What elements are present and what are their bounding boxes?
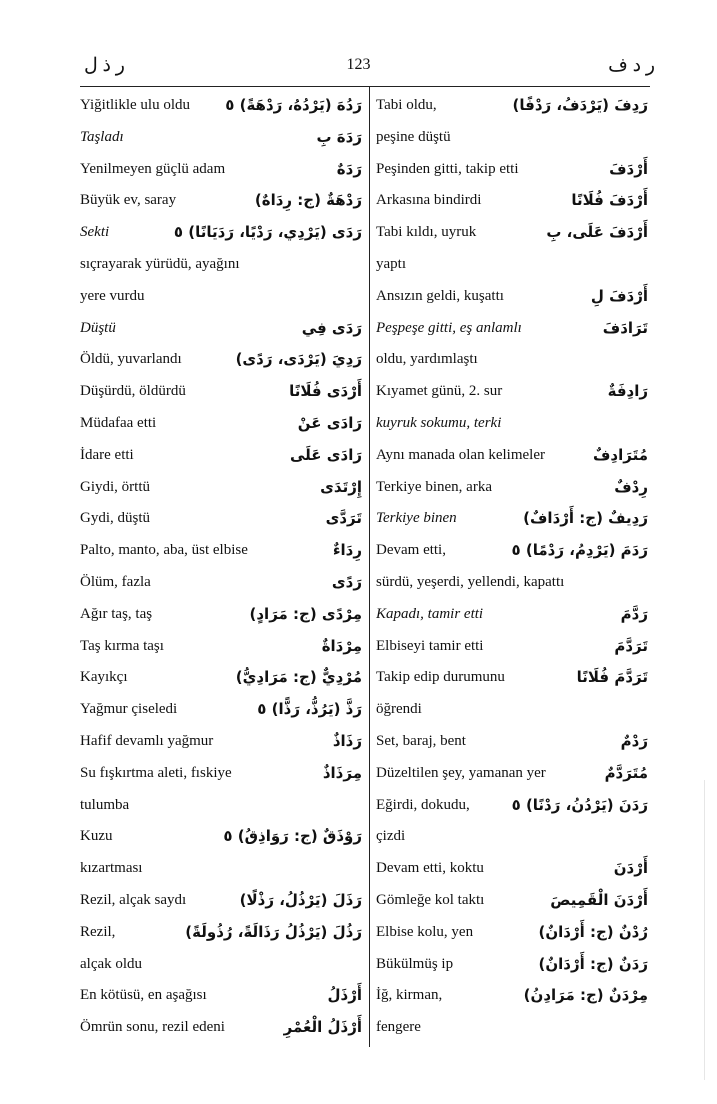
turkish-meaning: Terkiye binen, arka [376,478,492,495]
turkish-meaning: Ansızın geldi, kuşattı [376,287,504,304]
arabic-headword: مُتَرَدَّمٌ [604,763,648,782]
turkish-meaning: Aynı manada olan kelimeler [376,446,545,463]
turkish-meaning: çizdi [376,828,406,845]
page-edge-shadow [704,780,705,1080]
dictionary-entry [376,980,648,1012]
dictionary-entry [80,503,362,535]
dictionary-entry [80,853,362,885]
turkish-meaning: Kıyamet günü, 2. sur [376,383,503,400]
dictionary-entry [80,790,362,822]
turkish-meaning: Düştü [80,319,116,336]
page-number: 123 [346,56,371,73]
turkish-meaning: Öldü, yuvarlandı [80,351,182,368]
arabic-headword: إِرْتَدَى [320,477,362,496]
turkish-meaning: Takip edip durumunu [376,669,505,686]
arabic-headword: رَادَى عَلَى [290,445,362,464]
dictionary-entry [376,917,648,949]
dictionary-entry [80,376,362,408]
right-column [376,90,648,1044]
dictionary-entry [376,726,648,758]
arabic-headword: رَذُلَ (يَرْذُلُ رَذَالَةً، رُذُولَةً) [185,922,362,941]
dictionary-entry [80,249,362,281]
arabic-headword: رَدًى [331,572,362,591]
turkish-meaning: Düşürdü, öldürdü [80,383,186,400]
turkish-meaning: Bükülmüş ip [376,955,454,972]
turkish-meaning: Yağmur çiseledi [80,701,178,718]
turkish-meaning: kızartması [80,860,143,877]
arabic-headword: رَدِيَ (يَرْدَى، رَدًى) [235,350,362,369]
dictionary-entry [376,790,648,822]
dictionary-entry [376,376,648,408]
dictionary-entry [376,217,648,249]
turkish-meaning: Düzeltilen şey, yamanan yer [376,764,546,781]
arabic-headword: رَوْذَقٌ (ج: رَوَاذِقُ) ٥ [223,827,362,846]
dictionary-entry [80,662,362,694]
turkish-meaning: yaptı [376,255,406,272]
dictionary-entry [376,90,648,122]
arabic-headword: رِدْفٌ [614,477,648,496]
arabic-headword: مِرَذَاذٌ [322,763,362,782]
header-rule [80,86,650,87]
arabic-headword: أَرْذَلُ الْعُمْرِ [283,1018,362,1037]
turkish-meaning: Eğirdi, dokudu, [376,796,470,813]
arabic-headword: مِرْدًى (ج: مَرَادٍ) [249,604,362,623]
dictionary-entry [80,90,362,122]
arabic-headword: رَادَى عَنْ [297,413,362,432]
arabic-headword: تَرَدَّمَ فُلَانًا [576,668,648,687]
dictionary-entry [376,313,648,345]
turkish-meaning: Yiğitlikle ulu oldu [80,97,191,113]
turkish-meaning: Taş kırma taşı [80,637,164,654]
turkish-meaning: yere vurdu [80,287,145,304]
arabic-headword: رَدَنٌ (ج: أَرْدَانٌ) [538,954,648,973]
dictionary-entry [80,185,362,217]
dictionary-entry [376,185,648,217]
turkish-meaning: Devam etti, [376,542,446,559]
arabic-headword: أَرْدَفَ فُلَانًا [571,191,648,210]
turkish-meaning: En kötüsü, en aşağısı [80,987,207,1004]
turkish-meaning: Yenilmeyen güçlü adam [80,160,226,177]
dictionary-entry [376,535,648,567]
turkish-meaning: Sekti [80,224,110,241]
arabic-headword: رَدَهَ بِ [316,127,362,146]
turkish-meaning: tulumba [80,796,130,813]
arabic-headword: رَدِيفٌ (ج: أَرْدَافٌ) [523,509,648,528]
turkish-meaning: Müdafaa etti [80,414,157,431]
turkish-meaning: Set, baraj, bent [376,732,466,749]
turkish-meaning: Kuzu [80,828,113,845]
dictionary-entry [80,313,362,345]
arabic-headword: رَدُهَ (يَرْدُهُ، رَدْهَةً) ٥ [225,96,362,114]
turkish-meaning: Giydi, örttü [80,478,150,495]
dictionary-entry [80,281,362,313]
dictionary-entry [376,949,648,981]
dictionary-entry [80,758,362,790]
dictionary-entry [376,694,648,726]
header-right-letters: ر د ف [608,55,655,76]
arabic-headword: أَرْدَفَ عَلَى، بِ [546,223,648,242]
dictionary-entry [376,821,648,853]
arabic-headword: رَدِفَ (يَرْدَفُ، رَدْفًا) [512,96,648,114]
arabic-headword: أَرْدَى فُلَانًا [289,382,362,401]
turkish-meaning: Devam etti, koktu [376,860,484,877]
dictionary-entry [80,726,362,758]
dictionary-entry [376,408,648,440]
turkish-meaning: öğrendi [376,701,422,718]
dictionary-entry [80,949,362,981]
dictionary-entry [80,122,362,154]
turkish-meaning: Palto, manto, aba, üst elbise [80,542,248,559]
turkish-meaning: Tabi kıldı, uyruk [376,224,477,241]
page-header [0,54,717,84]
turkish-meaning: Hafif devamlı yağmur [80,732,214,749]
turkish-meaning: kuyruk sokumu, terki [376,414,502,431]
dictionary-entry [80,631,362,663]
dictionary-entry [376,662,648,694]
dictionary-entry [376,503,648,535]
turkish-meaning: İğ, kirman, [376,987,443,1004]
dictionary-entry [376,1012,648,1044]
dictionary-entry [80,917,362,949]
arabic-headword: رَدْهَةٌ (ج: رِدَاهٌ) [254,191,362,210]
turkish-meaning: Kayıkçı [80,669,128,686]
dictionary-entry [376,567,648,599]
arabic-headword: رَذَّ (يَرُذُّ، رَذًّا) ٥ [257,700,362,719]
turkish-meaning: Kapadı, tamir etti [376,605,484,622]
arabic-headword: أَرْدَنَ الْقَمِيصَ [550,890,648,909]
turkish-meaning: Arkasına bindirdi [376,192,482,209]
dictionary-entry [80,821,362,853]
turkish-meaning: Rezil, alçak saydı [80,891,187,908]
arabic-headword: رُدْنٌ (ج: أَرْدَانٌ) [538,922,648,941]
turkish-meaning: peşine düştü [376,128,451,145]
left-column [80,90,362,1044]
dictionary-entry [376,472,648,504]
turkish-meaning: alçak oldu [80,955,143,972]
arabic-headword: أَرْدَنَ [613,859,648,878]
turkish-meaning: İdare etti [80,446,134,463]
dictionary-entry [80,980,362,1012]
dictionary-entry [376,631,648,663]
arabic-headword: رَادِفَةٌ [607,382,648,401]
turkish-meaning: sıçrayarak yürüdü, ayağını [80,255,240,272]
turkish-meaning: Ağır taş, taş [80,605,153,622]
arabic-headword: رَدْمٌ [620,731,648,750]
turkish-meaning: Peşpeşe gitti, eş anlamlı [376,319,522,336]
arabic-headword: رَذَلَ (يَرْذُلُ، رَذْلًا) [239,890,362,909]
dictionary-entry [376,599,648,631]
turkish-meaning: Terkiye binen [376,510,457,527]
turkish-meaning: Elbise kolu, yen [376,923,474,940]
header-left-letters: ر ذ ل [84,55,125,76]
dictionary-entry [80,472,362,504]
arabic-headword: مِرْدَاةٌ [321,636,362,655]
turkish-meaning: Rezil, [80,923,116,940]
turkish-meaning: Gydi, düştü [80,510,151,527]
dictionary-entry [80,344,362,376]
arabic-headword: رَذَاذٌ [332,731,362,750]
turkish-meaning: Peşinden gitti, takip etti [376,160,519,177]
column-divider [369,87,370,1047]
arabic-headword: أَرْذَلُ [327,986,362,1005]
dictionary-entry [376,122,648,154]
turkish-meaning: Elbiseyi tamir etti [376,637,484,654]
arabic-headword: تَرَدَّى [325,509,362,528]
dictionary-entry [80,408,362,440]
dictionary-entry [376,281,648,313]
arabic-headword: رِدَاءٌ [332,541,362,560]
arabic-headword: رَدَى (يَرْدِي، رَدْيًا، رَدَيَانًا) ٥ [173,223,362,242]
arabic-headword: تَرَدَّمَ [614,636,648,655]
dictionary-entry [376,853,648,885]
turkish-meaning: oldu, yardımlaştı [376,351,478,368]
turkish-meaning: sürdü, yeşerdi, yellendi, kapattı [376,573,565,590]
turkish-meaning: fengere [376,1019,421,1036]
dictionary-entry [376,758,648,790]
dictionary-entry [80,1012,362,1044]
dictionary-entry [80,885,362,917]
turkish-meaning: Taşladı [80,128,124,145]
arabic-headword: رَدَهٌ [336,159,362,178]
dictionary-entry [376,885,648,917]
dictionary-entry [376,440,648,472]
turkish-meaning: Gömleğe kol taktı [376,891,485,908]
turkish-meaning: Tabi oldu, [376,97,437,113]
turkish-meaning: Büyük ev, saray [80,192,177,209]
dictionary-entry [80,217,362,249]
dictionary-entry [80,535,362,567]
dictionary-entry [80,154,362,186]
dictionary-entry [80,694,362,726]
dictionary-entry [80,599,362,631]
arabic-headword: مِرْدَنٌ (ج: مَرَادِنُ) [523,986,648,1005]
arabic-headword: أَرْدَفَ [609,159,648,178]
arabic-headword: أَرْدَفَ لِ [590,286,648,305]
dictionary-entry [80,567,362,599]
dictionary-entry [80,440,362,472]
turkish-meaning: Su fışkırtma aleti, fıskiye [80,764,232,781]
arabic-headword: رَدَّمَ [620,604,648,623]
arabic-headword: تَرَادَفَ [602,318,648,337]
arabic-headword: رَدَمَ (يَرْدِمُ، رَدْمًا) ٥ [511,541,648,560]
arabic-headword: مُتَرَادِفٌ [592,445,648,464]
dictionary-entry [376,344,648,376]
dictionary-entry [376,154,648,186]
turkish-meaning: Ölüm, fazla [80,573,151,590]
dictionary-entry [376,249,648,281]
turkish-meaning: Ömrün sonu, rezil edeni [80,1019,225,1036]
arabic-headword: رَدَنَ (يَرْدُنُ، رَدْنًا) ٥ [511,795,648,814]
arabic-headword: مُرْدِيٌّ (ج: مَرَادِيُّ) [235,668,362,687]
arabic-headword: رَدَى فِي [301,318,362,337]
